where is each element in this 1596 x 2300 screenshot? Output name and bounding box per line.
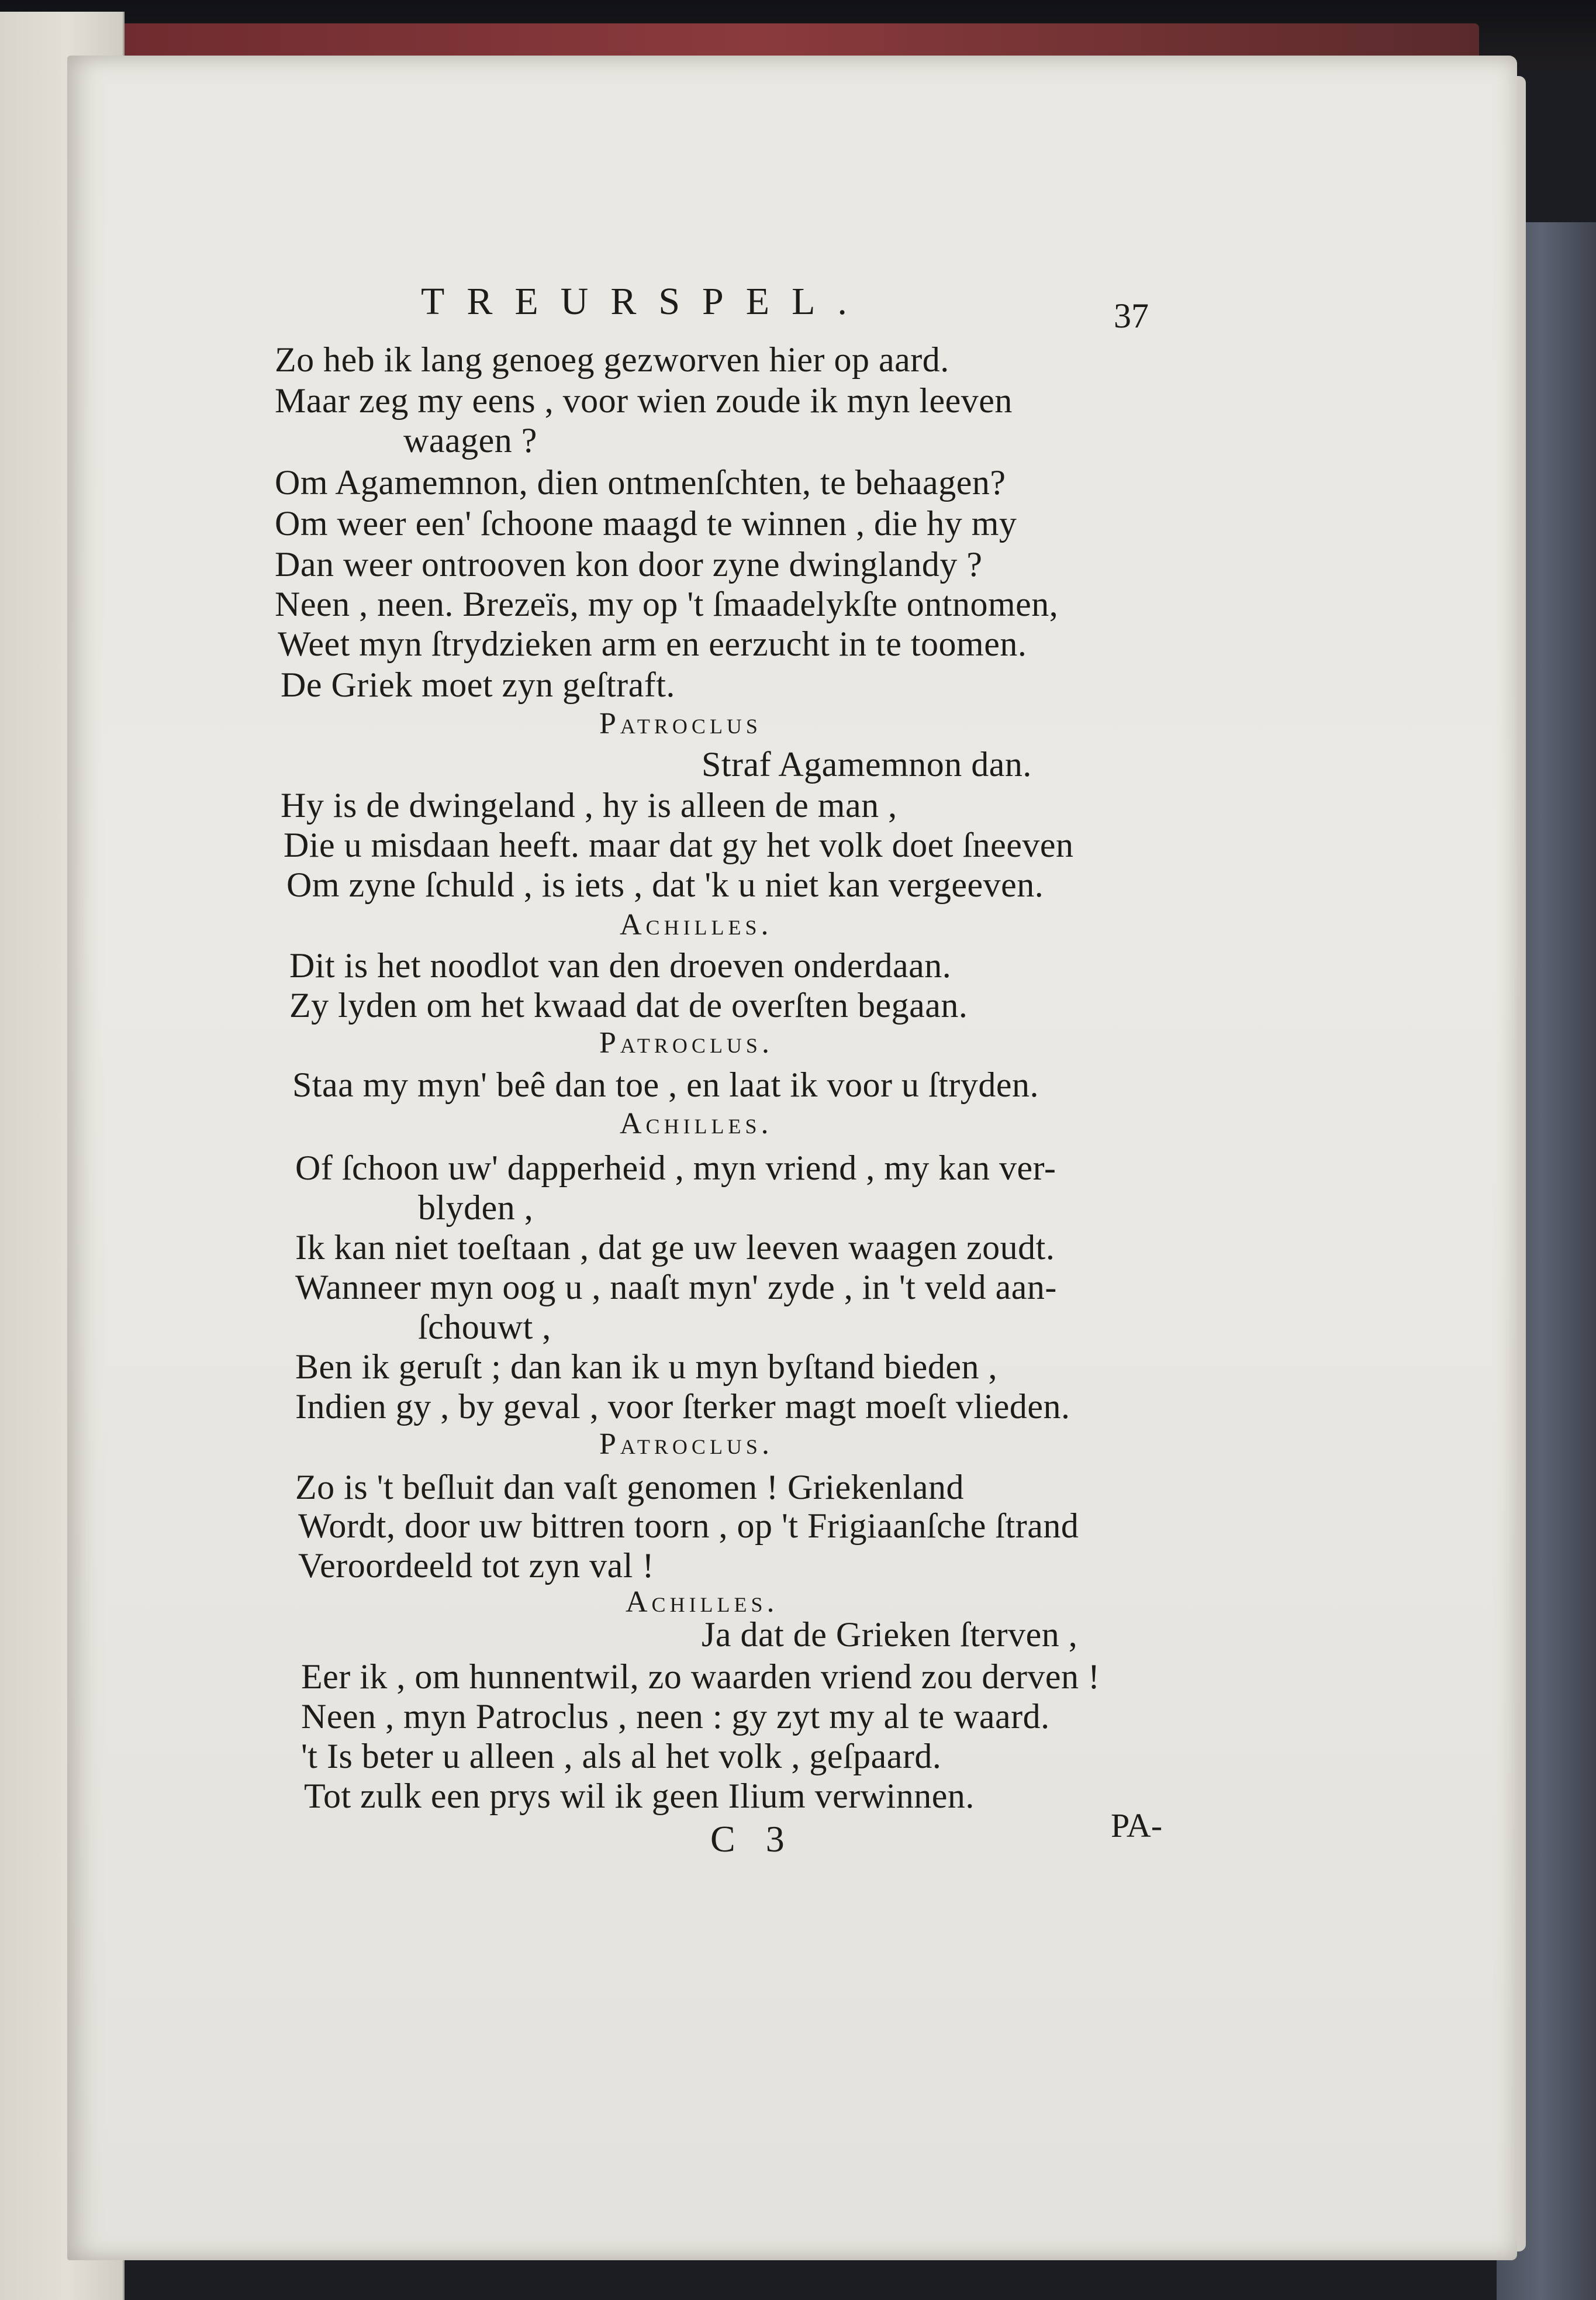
speaker-name: Achilles. bbox=[626, 1585, 779, 1619]
verse-line: Om zyne ſchuld , is iets , dat 'k u niet kan vergeeven. bbox=[286, 865, 1044, 904]
page-number: 37 bbox=[1114, 296, 1149, 335]
verse-line: Om Agamemnon, dien ontmenſchten, te behaagen? bbox=[275, 463, 1006, 502]
verse-line: 't Is beter u alleen , als al het volk , geſpaard. bbox=[301, 1737, 942, 1775]
verse-line: Of ſchoon uw' dapperheid , myn vriend , my kan ver- bbox=[295, 1149, 1056, 1187]
catchword: PA- bbox=[1111, 1806, 1163, 1844]
verse-line: Ik kan niet toeſtaan , dat ge uw leeven waagen zoudt. bbox=[295, 1228, 1055, 1267]
verse-line: Veroordeeld tot zyn val ! bbox=[298, 1546, 654, 1585]
verse-line: Om weer een' ſchoone maagd te winnen , die hy my bbox=[275, 504, 1017, 543]
verse-line: Straf Agamemnon dan. bbox=[702, 745, 1032, 784]
verse-line: Hy is de dwingeland , hy is alleen de man , bbox=[281, 786, 897, 825]
verse-line: Indien gy , by geval , voor ſterker magt moeſt vlieden. bbox=[295, 1387, 1070, 1426]
verse-line: Weet myn ſtrydzieken arm en eerzucht in te toomen. bbox=[278, 625, 1027, 663]
speaker-name: Achilles. bbox=[620, 1107, 773, 1140]
verse-line: Zo heb ik lang genoeg gezworven hier op aard. bbox=[275, 340, 949, 379]
verse-line: Wanneer myn oog u , naaſt myn' zyde , in 't veld aan- bbox=[295, 1268, 1057, 1306]
speaker-name: Patroclus bbox=[599, 707, 762, 740]
verse-line: Staa my myn' beê dan toe , en laat ik voor u ſtryden. bbox=[292, 1065, 1039, 1104]
running-head: TREURSPEL. bbox=[421, 280, 869, 323]
verse-line: ſchouwt , bbox=[418, 1308, 551, 1346]
verse-line: Neen , myn Patroclus , neen : gy zyt my al te waard. bbox=[301, 1697, 1050, 1736]
verse-line: De Griek moet zyn geſtraft. bbox=[281, 665, 675, 704]
verse-line: Dan weer ontrooven kon door zyne dwinglandy ? bbox=[275, 545, 983, 584]
verse-line: Die u misdaan heeft. maar dat gy het volk doet ſneeven bbox=[284, 826, 1074, 864]
verse-line: Ja dat de Grieken ſterven , bbox=[702, 1615, 1078, 1654]
verse-line: Dit is het noodlot van den droeven onderdaan. bbox=[289, 946, 952, 985]
verse-line: Tot zulk een prys wil ik geen Ilium verwinnen. bbox=[304, 1777, 975, 1815]
verse-line: Maar zeg my eens , voor wien zoude ik myn leeven bbox=[275, 381, 1013, 420]
speaker-name: Patroclus. bbox=[599, 1427, 773, 1461]
verse-line: Eer ik , om hunnentwil, zo waarden vriend zou derven ! bbox=[301, 1657, 1100, 1696]
verse-line: Ben ik geruſt ; dan kan ik u myn byſtand bieden , bbox=[295, 1347, 997, 1386]
verse-line: waagen ? bbox=[403, 421, 537, 460]
verse-line: Wordt, door uw bittren toorn , op 't Frigiaanſche ſtrand bbox=[298, 1506, 1079, 1545]
signature-mark: C 3 bbox=[710, 1818, 795, 1860]
speaker-name: Patroclus. bbox=[599, 1026, 773, 1060]
verse-line: Neen , neen. Brezeïs, my op 't ſmaadelykſte ontnomen, bbox=[275, 585, 1059, 623]
speaker-name: Achilles. bbox=[620, 908, 773, 942]
verse-line: Zo is 't beſluit dan vaſt genomen ! Griekenland bbox=[295, 1468, 965, 1506]
verse-line: blyden , bbox=[418, 1188, 534, 1227]
verse-line: Zy lyden om het kwaad dat de overſten begaan. bbox=[289, 986, 968, 1025]
